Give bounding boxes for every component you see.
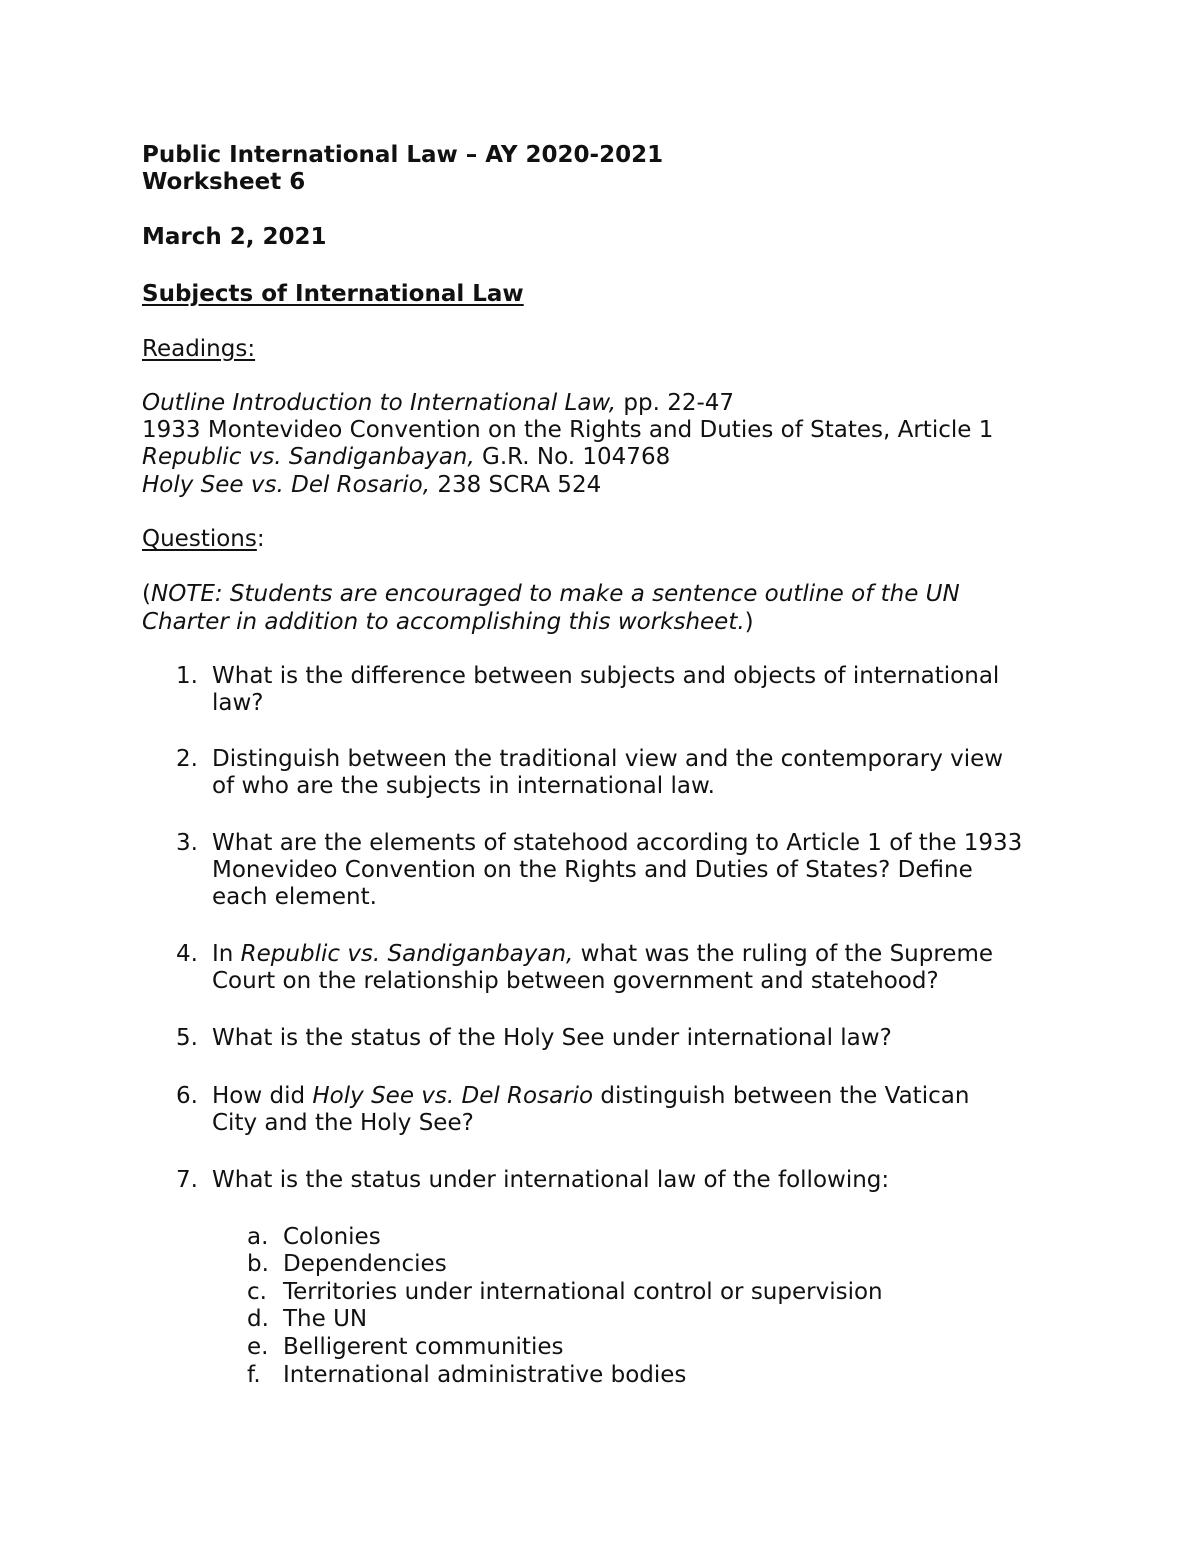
question-4-line-2: Court on the relationship between government and statehood? <box>212 968 939 994</box>
questions-heading-colon: : <box>256 526 265 552</box>
note-line-2 <box>142 609 754 636</box>
question-7-number: 7. <box>176 1167 198 1193</box>
question-6-line-2: City and the Holy See? <box>212 1110 474 1136</box>
question-4-number: 4. <box>176 941 198 967</box>
question-7-line-1: What is the status under international law of the following: <box>212 1167 890 1193</box>
question-6-number: 6. <box>176 1083 198 1109</box>
question-5-line-1: What is the status of the Holy See under international law? <box>212 1025 892 1051</box>
note-close-paren: ) <box>744 609 754 635</box>
question-1-line-2: law? <box>212 690 264 716</box>
question-3-number: 3. <box>176 830 198 856</box>
question-3-line-3: each element. <box>212 884 377 910</box>
question-6-case-title: Holy See vs. Del Rosario <box>312 1083 594 1109</box>
question-2-number: 2. <box>176 746 198 772</box>
subitem-text: International administrative bodies <box>283 1362 687 1388</box>
reading-item-3 <box>142 444 670 471</box>
reading-item-2: 1933 Montevideo Convention on the Rights and Duties of States, Article 1 <box>142 417 994 443</box>
question-1-number: 1. <box>176 663 198 689</box>
readings-heading: Readings: <box>142 336 256 362</box>
question-5-number: 5. <box>176 1025 198 1051</box>
question-3-line-1: What are the elements of statehood according to Article 1 of the 1933 <box>212 830 1023 856</box>
subitem-letter: a. <box>247 1224 269 1250</box>
document-date: March 2, 2021 <box>142 224 327 250</box>
reading-item-1 <box>142 390 734 417</box>
subitem-letter: b. <box>247 1251 269 1277</box>
subitem-text: Dependencies <box>283 1251 447 1277</box>
subitem-text: Belligerent communities <box>283 1334 564 1360</box>
reading-item-4 <box>142 472 601 499</box>
note-line-1 <box>142 581 960 608</box>
reading-1-detail: pp. 22-47 <box>616 390 735 416</box>
questions-heading-line <box>142 526 265 553</box>
reading-3-title: Republic vs. Sandiganbayan, <box>142 444 475 470</box>
questions-heading: Questions <box>142 526 257 552</box>
question-3-line-2: Monevideo Convention on the Rights and Duties of States? Define <box>212 857 973 883</box>
subitem-text: Territories under international control or supervision <box>283 1279 883 1305</box>
question-4-pre: In <box>212 941 241 967</box>
question-2-line-1: Distinguish between the traditional view and the contemporary view <box>212 746 1004 772</box>
note-open-paren: ( <box>142 581 151 607</box>
topic-heading: Subjects of International Law <box>142 281 524 307</box>
subitem-text: The UN <box>283 1306 368 1332</box>
subitem-letter: c. <box>247 1279 267 1305</box>
reading-1-title: Outline Introduction to International Law, <box>142 390 617 416</box>
reading-3-detail: G.R. No. 104768 <box>474 444 671 470</box>
question-1-line-1: What is the difference between subjects and objects of international <box>212 663 1000 689</box>
question-4-post: what was the ruling of the Supreme <box>573 941 994 967</box>
question-4-line-1 <box>212 941 993 968</box>
subitem-letter: f. <box>247 1362 261 1388</box>
question-6-pre: How did <box>212 1083 313 1109</box>
reading-4-detail: 238 SCRA 524 <box>430 472 602 498</box>
subitem-letter: e. <box>247 1334 269 1360</box>
question-2-line-2: of who are the subjects in international law. <box>212 773 715 799</box>
question-6-line-1 <box>212 1083 969 1110</box>
note-text-1: NOTE: Students are encouraged to make a sentence outline of the UN <box>150 581 960 607</box>
worksheet-label: Worksheet 6 <box>142 169 306 195</box>
subitem-letter: d. <box>247 1306 269 1332</box>
reading-4-title: Holy See vs. Del Rosario, <box>142 472 431 498</box>
question-6-post: distinguish between the Vatican <box>593 1083 970 1109</box>
note-text-2: Charter in addition to accomplishing this worksheet. <box>142 609 745 635</box>
question-4-case-title: Republic vs. Sandiganbayan, <box>240 941 574 967</box>
document-title: Public International Law – AY 2020-2021 <box>142 142 664 168</box>
subitem-text: Colonies <box>283 1224 381 1250</box>
